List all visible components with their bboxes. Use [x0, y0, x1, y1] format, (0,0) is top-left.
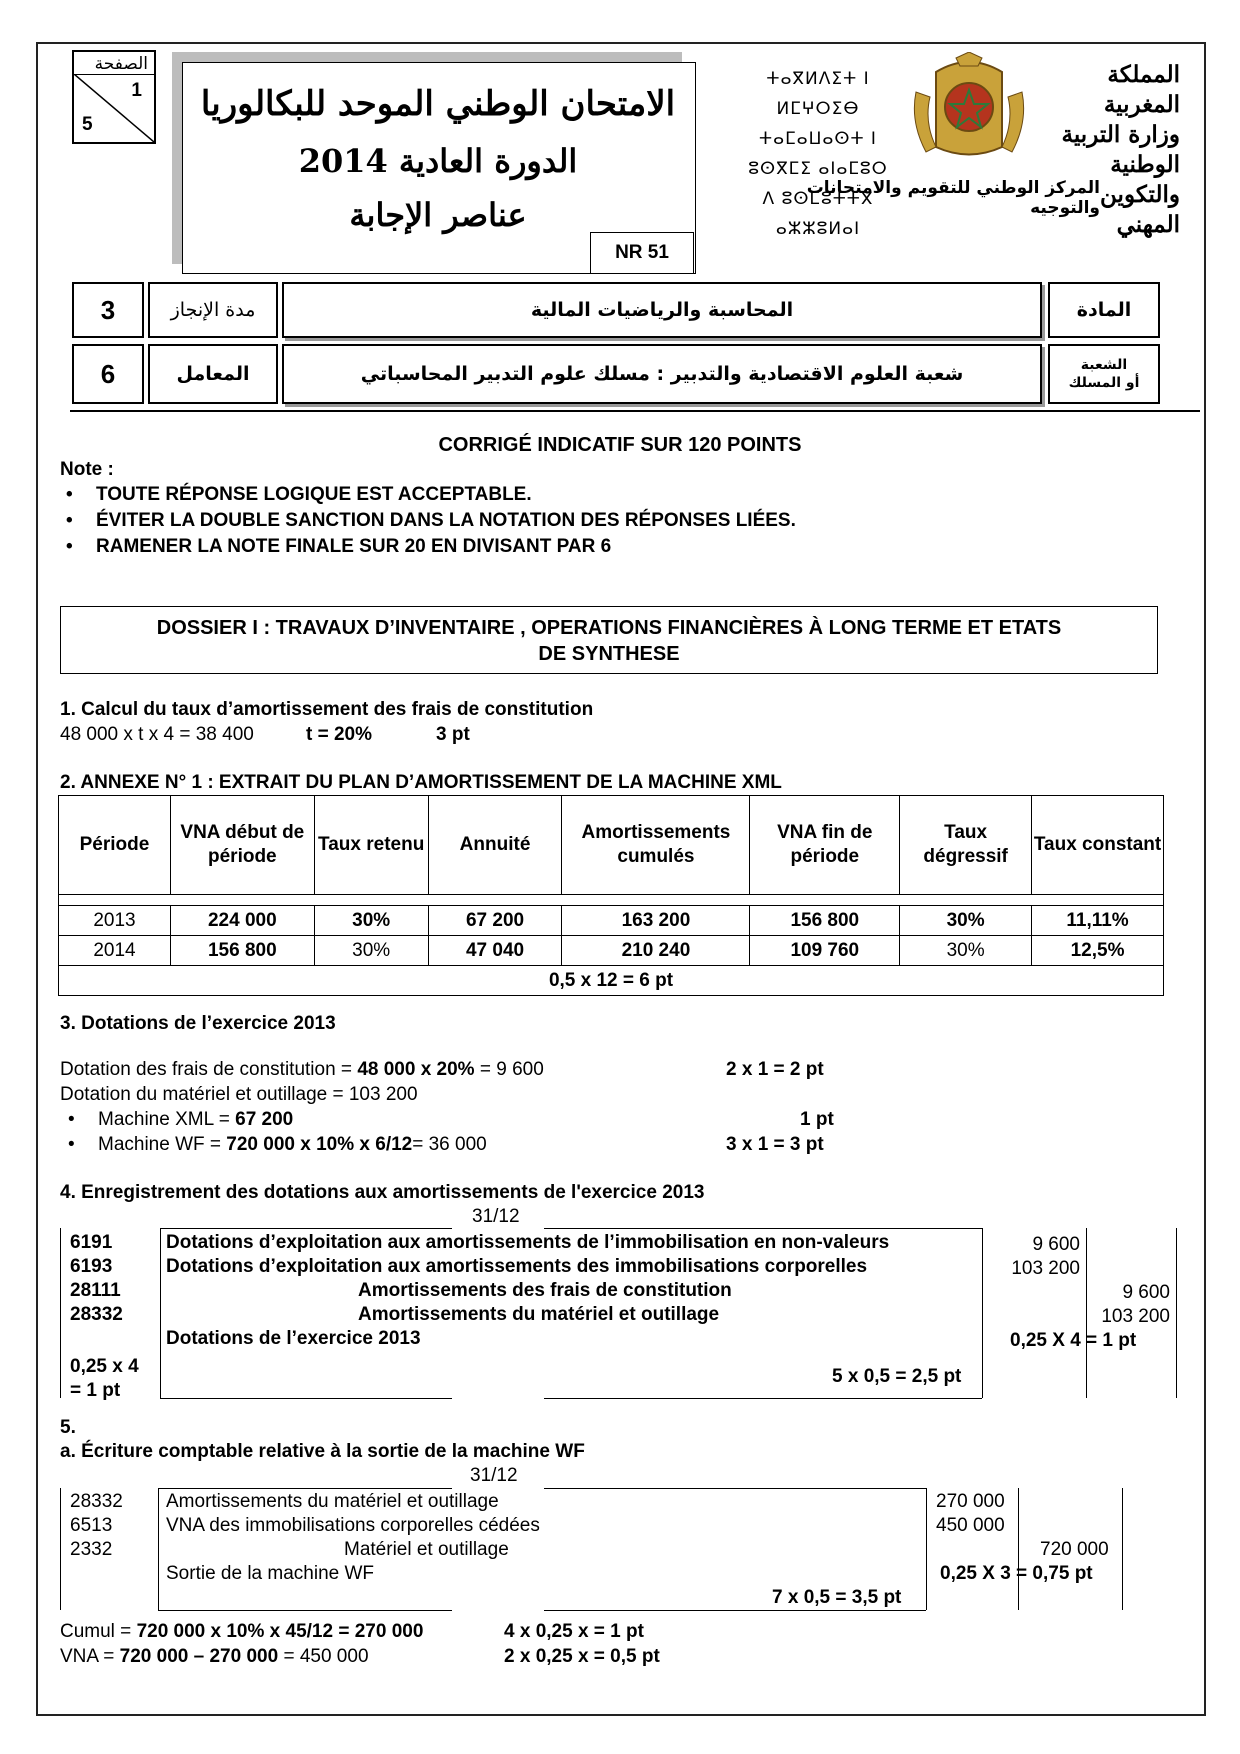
- journal-account: 6193: [70, 1256, 113, 1277]
- ministry-line: والتكوين المهني: [1100, 181, 1180, 238]
- page-number-box: [72, 50, 156, 144]
- q3-line1-formula: 48 000 x 20%: [357, 1059, 475, 1080]
- journal-credit: 103 200: [1101, 1306, 1170, 1327]
- journal-description: Dotations de l’exercice 2013: [166, 1328, 421, 1349]
- table-row: [59, 936, 1164, 966]
- q3-line1-result: = 9 600: [474, 1059, 544, 1080]
- journal-debit: 9 600: [1032, 1234, 1080, 1255]
- q1-points: 3 pt: [436, 724, 470, 745]
- subject-value: المحاسبة والرياضيات المالية: [282, 282, 1042, 338]
- coef-value: 6: [72, 344, 144, 404]
- q3-bullet-wf: [98, 1133, 487, 1156]
- coef-label: المعامل: [148, 344, 278, 404]
- duration-label: مدة الإنجاز: [148, 282, 278, 338]
- table-cell: 30%: [900, 936, 1032, 966]
- duration-value: 3: [72, 282, 144, 338]
- journal-debit: 270 000: [936, 1491, 1005, 1512]
- table-header: VNA début de période: [170, 796, 314, 895]
- ministry-line: المملكة المغربية: [1103, 61, 1180, 118]
- table-cell: 30%: [900, 906, 1032, 936]
- journal-label: Matériel et outillage: [344, 1539, 509, 1560]
- q3-line1-points: 2 x 1 = 2 pt: [726, 1059, 824, 1080]
- exam-title: الامتحان الوطني الموحد للبكالوريا: [200, 84, 676, 124]
- page-label: الصفحة: [94, 54, 148, 74]
- journal-label: Amortissements du matériel et outillage: [358, 1304, 720, 1325]
- q3-line1-text: Dotation des frais de constitution =: [60, 1059, 358, 1080]
- table-cell: 11,11%: [1032, 906, 1164, 936]
- journal-label-points: 5 x 0,5 = 2,5 pt: [832, 1366, 962, 1387]
- journal-rule: [1176, 1228, 1177, 1398]
- branch-label-line: أو المسلك: [1068, 375, 1140, 391]
- journal-rule: [544, 1488, 926, 1489]
- journal-rule: [158, 1488, 159, 1610]
- evaluation-centre: المركز الوطني للتقويم والامتحانات والتوجيه: [806, 178, 1100, 218]
- journal-credit: 9 600: [1122, 1282, 1170, 1303]
- q3-wf-result: = 36 000: [412, 1134, 487, 1155]
- branch-label: [1048, 344, 1160, 404]
- q5-vna-result: = 450 000: [278, 1646, 369, 1667]
- table-cell: 156 800: [750, 906, 900, 936]
- q5-date: 31/12: [470, 1465, 518, 1486]
- journal-account: 28332: [70, 1491, 123, 1512]
- journal-rule: [926, 1488, 927, 1610]
- journal-account: 6191: [70, 1232, 113, 1253]
- journal-rule: [1018, 1488, 1019, 1610]
- q3-wf-label: Machine WF =: [98, 1134, 227, 1155]
- journal-description: Sortie de la machine WF: [166, 1563, 375, 1584]
- q3-xml-label: Machine XML =: [98, 1109, 236, 1130]
- journal-rule: [60, 1228, 61, 1398]
- page-total: 5: [82, 114, 93, 135]
- note-label: Note :: [60, 459, 114, 480]
- q2-title: 2. ANNEXE N° 1 : EXTRAIT DU PLAN D’AMORTISSEMENT DE LA MACHINE XML: [60, 772, 782, 793]
- q5-vna: [60, 1645, 369, 1668]
- journal-rule: [160, 1398, 452, 1399]
- note-item: • RAMENER LA NOTE FINALE SUR 20 EN DIVISANT PAR 6: [96, 535, 611, 558]
- q3-wf-formula: 720 000 x 10% x 6/12: [226, 1134, 413, 1155]
- table-header: Amortissements cumulés: [562, 796, 750, 895]
- q1-calc: 48 000 x t x 4 = 38 400: [60, 724, 254, 745]
- table-header: Taux constant: [1032, 796, 1164, 895]
- journal-label: VNA des immobilisations corporelles cédées: [166, 1515, 540, 1536]
- dossier-line: DOSSIER I : TRAVAUX D’INVENTAIRE , OPERATIONS FINANCIÈRES À LONG TERME ET ETATS: [156, 617, 1062, 639]
- q5-cumul: [60, 1620, 423, 1643]
- dossier-title: [60, 606, 1158, 674]
- journal-label: Amortissements des frais de constitution: [358, 1280, 732, 1301]
- table-cell: 156 800: [170, 936, 314, 966]
- journal-rule: [982, 1228, 983, 1398]
- q3-line2: Dotation du matériel et outillage = 103 200: [60, 1084, 418, 1105]
- table-cell: 224 000: [170, 906, 314, 936]
- journal-label: Dotations d’exploitation aux amortissements des immobilisations corporelles: [166, 1256, 868, 1277]
- journal-debit: 103 200: [1011, 1258, 1080, 1279]
- table-row: [59, 906, 1164, 936]
- journal-rule: [1122, 1488, 1123, 1610]
- q5-cumul-formula: 720 000 x 10% x 45/12 = 270 000: [136, 1621, 424, 1642]
- journal-rule: [60, 1488, 61, 1610]
- table-cell: 67 200: [428, 906, 562, 936]
- journal-label: Amortissements du matériel et outillage: [166, 1491, 499, 1512]
- amortization-table: [58, 795, 1164, 996]
- branch-label-line: الشعبة: [1080, 357, 1128, 373]
- journal-amount-points: 0,25 X 3 = 0,75 pt: [940, 1563, 1093, 1584]
- q5-number: 5.: [60, 1417, 76, 1438]
- dossier-line: DE SYNTHESE: [538, 643, 680, 665]
- journal-rule: [160, 1228, 161, 1398]
- header-rule: [70, 410, 1200, 412]
- table-header: VNA fin de période: [750, 796, 900, 895]
- q5-cumul-label: Cumul =: [60, 1621, 137, 1642]
- journal-amount-points: 0,25 X 4 = 1 pt: [1010, 1330, 1137, 1351]
- page-current: 1: [131, 80, 142, 101]
- q5-title: a. Écriture comptable relative à la sortie de la machine WF: [60, 1441, 585, 1462]
- table-header: Annuité: [428, 796, 562, 895]
- table-cell: 12,5%: [1032, 936, 1164, 966]
- note-item: • ÉVITER LA DOUBLE SANCTION DANS LA NOTATION DES RÉPONSES LIÉES.: [96, 509, 796, 532]
- journal-rule: [544, 1228, 982, 1229]
- journal-rule: [1086, 1228, 1087, 1398]
- table-cell: 163 200: [562, 906, 750, 936]
- subject-label: المادة: [1048, 282, 1160, 338]
- tifinagh-line: ⵜⴰⵎⴰⵡⴰⵙⵜ ⵏ ⵓⵙⴳⵎⵉ ⴰⵏⴰⵎⵓⵔ: [748, 129, 888, 179]
- q3-xml-value: 67 200: [235, 1109, 294, 1130]
- journal-label-points: 7 x 0,5 = 3,5 pt: [772, 1587, 902, 1608]
- table-header: Taux retenu: [314, 796, 428, 895]
- q3-xml-points: 1 pt: [800, 1109, 834, 1130]
- table-cell: 47 040: [428, 936, 562, 966]
- corrige-title: CORRIGÉ INDICATIF SUR 120 POINTS: [438, 434, 802, 456]
- table-header: Taux dégressif: [900, 796, 1032, 895]
- exam-code: NR 51: [590, 232, 694, 274]
- q5-vna-label: VNA =: [60, 1646, 120, 1667]
- journal-debit: 450 000: [936, 1515, 1005, 1536]
- table-points: 0,5 x 12 = 6 pt: [59, 966, 1164, 996]
- q3-title: 3. Dotations de l’exercice 2013: [60, 1013, 336, 1034]
- journal-account: 2332: [70, 1539, 113, 1560]
- q5-vna-formula: 720 000 – 270 000: [119, 1646, 279, 1667]
- branch-value: شعبة العلوم الاقتصادية والتدبير : مسلك علوم التدبير المحاسباتي: [282, 344, 1042, 404]
- q3-line1: [60, 1058, 544, 1081]
- journal-rule: [544, 1398, 982, 1399]
- session-title: الدورة العادية 2014: [298, 142, 578, 180]
- table-cell: 30%: [314, 936, 428, 966]
- table-cell: 109 760: [750, 936, 900, 966]
- journal-credit: 720 000: [1040, 1539, 1109, 1560]
- journal-rule: [158, 1610, 452, 1611]
- journal-account: 28111: [70, 1280, 121, 1301]
- q3-bullet-xml: [98, 1108, 293, 1131]
- q5-cumul-points: 4 x 0,25 x = 1 pt: [504, 1621, 644, 1642]
- tifinagh-line: ⵜⴰⴳⵍⴷⵉⵜ ⵏ ⵍⵎⵖⵔⵉⴱ: [766, 69, 870, 119]
- journal-account-points: = 1 pt: [70, 1380, 121, 1401]
- q1-title: 1. Calcul du taux d’amortissement des frais de constitution: [60, 699, 594, 720]
- journal-account: 6513: [70, 1515, 113, 1536]
- q4-title: 4. Enregistrement des dotations aux amortissements de l'exercice 2013: [60, 1182, 705, 1203]
- journal-account-points: 0,25 x 4: [70, 1356, 139, 1377]
- table-cell: 210 240: [562, 936, 750, 966]
- table-cell: 2013: [59, 906, 171, 936]
- table-cell: 2014: [59, 936, 171, 966]
- journal-rule: [158, 1488, 452, 1489]
- note-item: • TOUTE RÉPONSE LOGIQUE EST ACCEPTABLE.: [96, 483, 532, 506]
- answer-elements-title: عناصر الإجابة: [349, 196, 527, 234]
- q3-wf-points: 3 x 1 = 3 pt: [726, 1134, 824, 1155]
- table-header: Période: [59, 796, 171, 895]
- q5-vna-points: 2 x 0,25 x = 0,5 pt: [504, 1646, 660, 1667]
- q4-date: 31/12: [472, 1206, 520, 1227]
- coat-of-arms-icon: [906, 52, 1032, 162]
- journal-rule: [544, 1610, 926, 1611]
- journal-rule: [160, 1228, 452, 1229]
- ministry-line: وزارة التربية الوطنية: [1061, 121, 1180, 178]
- journal-label: Dotations d’exploitation aux amortissements de l’immobilisation en non-valeurs: [166, 1232, 890, 1253]
- tifinagh-line: ⴷ ⵓⵙⵎⵓⵜⵜⴳ ⴰⵣⵣⵓⵍⴰⵏ: [762, 189, 874, 239]
- q1-result: t = 20%: [306, 724, 373, 745]
- journal-account: 28332: [70, 1304, 123, 1325]
- table-cell: 30%: [314, 906, 428, 936]
